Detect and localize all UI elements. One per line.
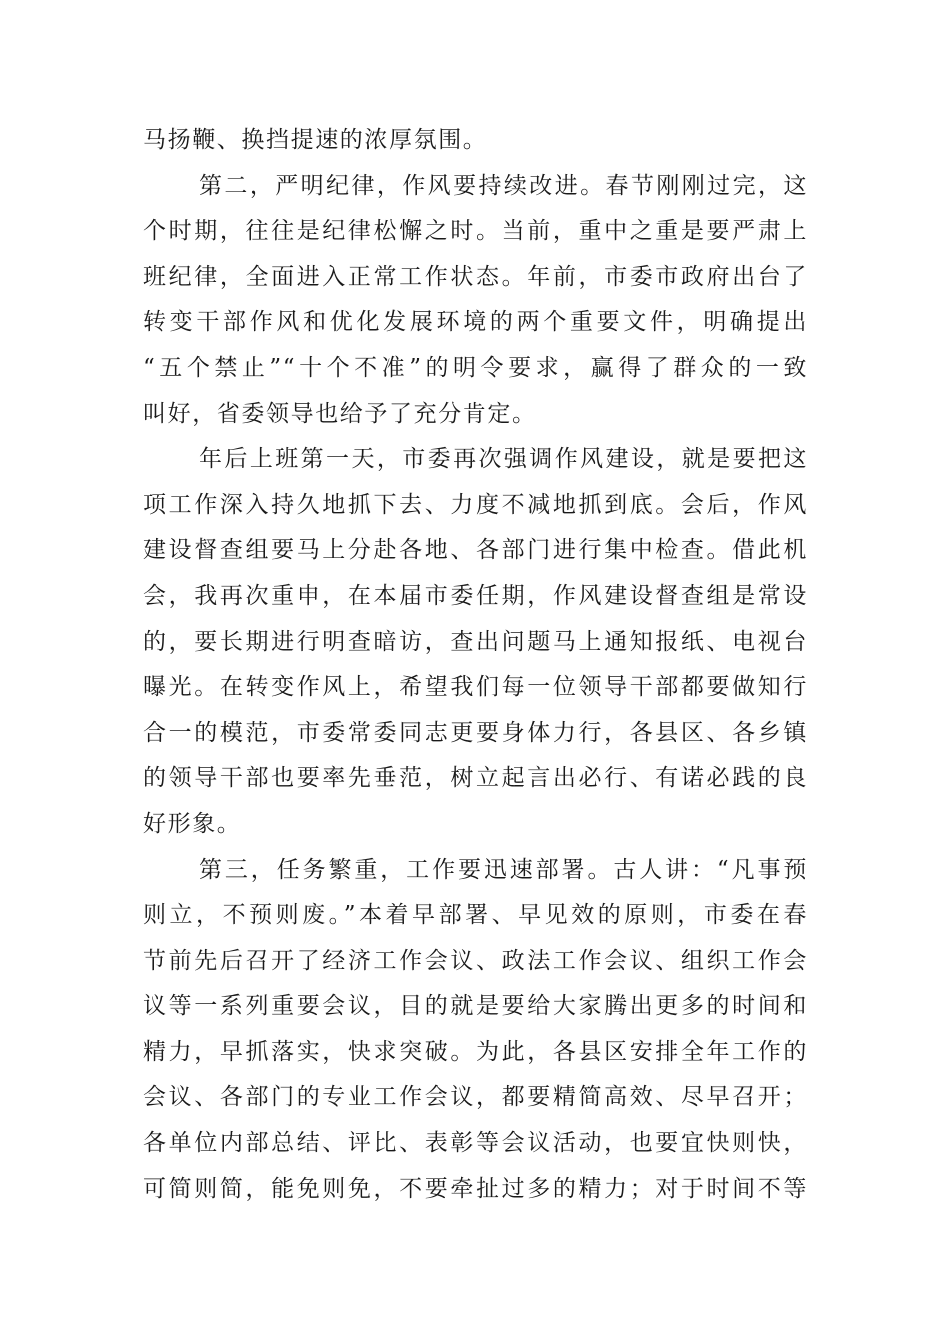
text-line: 各单位内部总结、评比、表彰等会议活动，也要宜快则快， — [143, 1130, 808, 1157]
text-line: 转变干部作风和优化发展环境的两个重要文件，明确提出 — [143, 309, 808, 336]
text-line: 第三，任务繁重，工作要迅速部署。古人讲：“凡事预 — [199, 856, 808, 883]
text-line: 个时期，往往是纪律松懈之时。当前，重中之重是要严肃上 — [143, 218, 808, 245]
text-line: 第二，严明纪律，作风要持续改进。春节刚刚过完，这 — [199, 172, 808, 199]
text-line: 建设督查组要马上分赴各地、各部门进行集中检查。借此机 — [143, 537, 808, 564]
text-line: 精力，早抓落实，快求突破。为此，各县区安排全年工作的 — [143, 1038, 808, 1065]
text-line: 会，我再次重申，在本届市委任期，作风建设督查组是常设 — [143, 582, 808, 609]
text-line: 好形象。 — [143, 810, 242, 837]
text-line: 的领导干部也要率先垂范，树立起言出必行、有诺必践的良 — [143, 765, 808, 792]
text-line: 节前先后召开了经济工作会议、政法工作会议、组织工作会 — [143, 947, 808, 974]
text-line: 马扬鞭、换挡提速的浓厚氛围。 — [143, 127, 488, 153]
text-line: 年后上班第一天，市委再次强调作风建设，就是要把这 — [199, 446, 808, 473]
document-body — [143, 118, 808, 1212]
paragraph-2 — [143, 164, 808, 438]
text-line: 可简则简，能免则免，不要牵扯过多的精力；对于时间不等 — [143, 1175, 808, 1202]
text-line: 项工作深入持久地抓下去、力度不减地抓到底。会后，作风 — [143, 491, 808, 518]
text-line: “五个禁止”“十个不准”的明令要求，赢得了群众的一致 — [143, 354, 808, 381]
text-line: 的，要长期进行明查暗访，查出问题马上通知报纸、电视台 — [143, 628, 808, 655]
paragraph-3 — [143, 437, 808, 847]
text-line: 合一的模范，市委常委同志更要身体力行，各县区、各乡镇 — [143, 719, 808, 746]
text-line: 议等一系列重要会议，目的就是要给大家腾出更多的时间和 — [143, 993, 808, 1020]
text-line: 班纪律，全面进入正常工作状态。年前，市委市政府出台了 — [143, 263, 808, 290]
text-line: 曝光。在转变作风上，希望我们每一位领导干部都要做知行 — [143, 674, 808, 701]
text-line: 会议、各部门的专业工作会议，都要精简高效、尽早召开； — [143, 1084, 808, 1111]
paragraph-1 — [143, 118, 808, 164]
text-line: 则立，不预则废。”本着早部署、早见效的原则，市委在春 — [143, 902, 808, 929]
paragraph-4 — [143, 848, 808, 1213]
text-line: 叫好，省委领导也给予了充分肯定。 — [143, 400, 537, 427]
